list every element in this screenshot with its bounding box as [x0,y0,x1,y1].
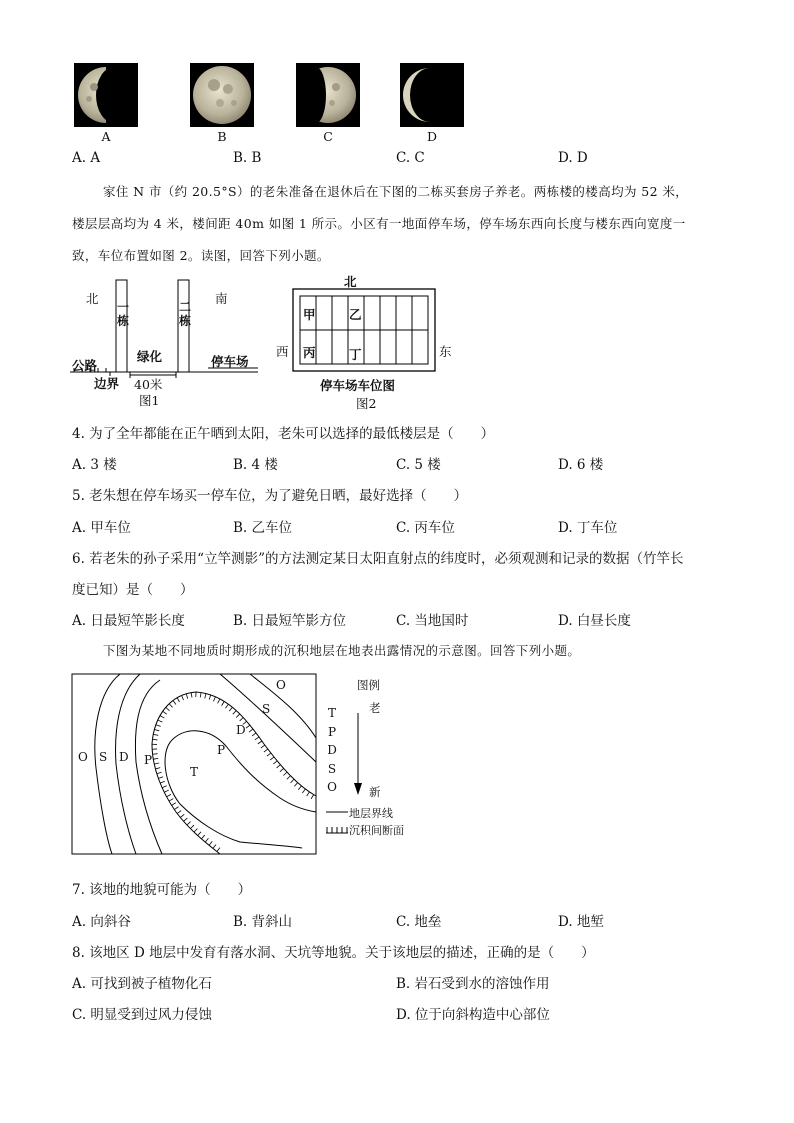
unconformity-tick [156,725,161,727]
fig1-road: 公路 [72,358,98,373]
q8-option-d[interactable]: D. 位于向斜构造中心部位 [396,1007,550,1023]
legend-seq-d: D [327,743,337,757]
moon-label-c: C [323,129,333,144]
moon-label-b: B [217,129,227,144]
unconformity-tick [218,699,220,703]
unconformity-tick [160,781,165,783]
unconformity-tick [298,786,301,790]
unconformity-tick [187,822,191,825]
q7-stem: 7. 该地的地貌可能为（ ） [72,882,252,898]
unconformity-tick [302,789,305,793]
unconformity-tick [180,814,184,817]
unconformity-tick [249,729,253,732]
intro2: 下图为某地不同地质时期形成的沉积地层在地表出露情况的示意图。回答下列小题。 [103,643,581,658]
unconformity-tick [294,783,297,787]
intro1-line1: 家住 N 市（约 20.5°S）的老朱准备在退休后在下图的二栋买套房子养老。两栋楼的楼高均为 52 米， [103,184,689,199]
fig1-boundary: 边界 [94,376,120,391]
unconformity-tick [154,763,159,764]
unconformity-tick [166,707,170,710]
unconformity-tick [174,807,178,810]
q6-option-c[interactable]: C. 当地国时 [396,613,469,629]
fig1-distance: 40米 [134,377,163,392]
fig1-building2-label: 二栋 [179,300,192,328]
unconformity-tick [291,779,294,783]
moon-photo-b [190,63,254,127]
unconformity-tick [172,803,176,806]
unconformity-tick [267,753,271,756]
moon-label-a: A [101,129,111,144]
unconformity-tick [209,695,211,700]
unconformity-tick [177,698,179,702]
unconformity-tick [205,838,208,842]
unconformity-tick [209,841,212,845]
unconformity-tick [152,739,157,740]
geo-label-o-right: O [276,678,286,692]
fig2-east: 东 [439,344,452,359]
moon-option-d[interactable]: D. D [558,150,588,166]
q5-stem: 5. 老朱想在停车场买一停车位，为了避免日晒，最好选择（ ） [72,488,468,504]
unconformity-tick [157,772,162,773]
q4-option-d[interactable]: D. 6 楼 [558,457,604,473]
legend-boundary-line-symbol [326,808,348,816]
unconformity-tick [225,704,228,708]
q8-stem: 8. 该地区 D 地层中发育有落水洞、天坑等地貌。关于该地层的描述，正确的是（ ） [72,945,595,961]
unconformity-tick [158,720,163,722]
geo-label-s-left: S [99,750,108,764]
moon-option-b[interactable]: B. B [233,150,262,166]
unconformity-tick [153,754,158,755]
legend-seq-s: S [327,761,337,776]
q5-option-a[interactable]: A. 甲车位 [72,520,131,536]
legend-sequence [326,704,338,797]
unconformity-tick [277,765,281,768]
q4-option-b[interactable]: B. 4 楼 [233,457,278,473]
legend-seq-o: O [327,780,337,794]
q7-option-b[interactable]: B. 背斜山 [233,914,293,930]
legend-unconformity: 沉积间断面 [349,824,404,837]
q4-stem: 4. 为了全年都能在正午晒到太阳，老朱可以选择的最低楼层是（ ） [72,426,495,442]
fig2-north: 北 [344,274,357,289]
unconformity-tick [222,701,225,705]
unconformity-tick [252,733,256,736]
q8-option-c[interactable]: C. 明显受到过风力侵蚀 [72,1007,212,1023]
geo-label-d-right: D [236,723,246,737]
unconformity-tick [194,828,197,832]
q7-option-a[interactable]: A. 向斜谷 [72,914,131,930]
unconformity-tick [280,768,284,771]
unconformity-tick [184,818,188,821]
legend-arrow [352,713,364,797]
unconformity-tick [264,749,268,752]
unconformity-tick [153,758,158,759]
unconformity-tick [236,714,240,718]
q5-option-d[interactable]: D. 丁车位 [558,520,618,536]
unconformity-tick [287,776,291,780]
fig1-parking: 停车场 [211,354,249,369]
q7-option-d[interactable]: D. 地堑 [558,914,604,930]
geo-label-p-right: P [217,743,226,757]
unconformity-tick [198,832,201,836]
q4-option-c[interactable]: C. 5 楼 [396,457,441,473]
unconformity-tick [307,792,310,796]
unconformity-tick [258,741,262,744]
legend-new: 新 [369,785,381,799]
unconformity-tick [283,772,287,775]
fig1-green: 绿化 [137,349,163,364]
geo-label-s-right: S [262,702,271,716]
q6-option-b[interactable]: B. 日最短竿影方位 [233,613,347,629]
unconformity-tick [162,786,167,788]
fig1-caption: 图1 [139,393,160,408]
unconformity-tick [177,811,181,814]
q7-option-c[interactable]: C. 地垒 [396,914,442,930]
unconformity-tick [163,711,167,714]
unconformity-tick [154,729,159,730]
unconformity-tick [311,795,314,799]
geo-label-p-left: P [144,753,153,767]
moon-option-a[interactable]: A. A [72,150,101,166]
unconformity-tick [246,725,250,728]
q5-option-b[interactable]: B. 乙车位 [233,520,293,536]
unconformity-tick [273,761,277,764]
unconformity-tick [200,693,201,698]
fig2-spot-ding: 丁 [349,347,362,362]
unconformity-tick [213,845,216,849]
q5-option-c[interactable]: C. 丙车位 [396,520,455,536]
fig1-north: 北 [86,291,99,306]
q6-stem-line1: 6. 若老朱的孙子采用“立竿测影”的方法测定某日太阳直射点的纬度时，必须观测和记录的数据（竹竿长 [72,551,684,567]
unconformity-tick [233,710,236,714]
unconformity-tick [169,799,173,802]
fig2-spot-bing: 丙 [303,345,316,360]
unconformity-tick [160,716,164,718]
q6-stem-line2: 度已知）是（ ） [72,582,194,598]
intro1-line2: 楼层层高均为 4 米，楼间距 40m 如图 1 所示。小区有一地面停车场，停车场东西向长度与楼东西向宽度一 [72,216,686,231]
unconformity-tick [182,696,184,701]
fig2-caption: 图2 [356,396,377,411]
legend-unconformity-symbol [326,824,348,834]
unconformity-tick [229,707,232,711]
unconformity-tick [213,697,215,702]
unconformity-tick [205,694,206,699]
legend-old: 老 [369,701,381,715]
geo-label-d-left: D [119,750,129,764]
fig2-title: 停车场车位图 [320,378,396,393]
unconformity-tick [270,757,274,760]
unconformity-tick [173,701,176,705]
legend-seq-t: T [327,706,336,720]
unconformity-tick [255,737,259,740]
unconformity-tick [164,790,168,792]
fig2-spot-yi: 乙 [349,307,362,322]
unconformity-tick [201,835,204,839]
moon-option-c[interactable]: C. C [396,150,425,166]
unconformity-tick [217,848,220,852]
moon-photo-a [74,63,138,127]
unconformity-tick [167,794,171,796]
legend-seq-p: P [327,724,337,739]
geo-label-o-left: O [78,750,88,764]
unconformity-tick [186,694,187,699]
geo-label-t: T [190,765,199,779]
unconformity-tick [191,693,192,698]
fig1-south: 南 [215,291,228,306]
moon-label-d: D [426,129,438,144]
fig2-west: 西 [276,344,289,359]
moon-photo-c [296,63,360,127]
intro1-line3: 致，车位布置如图 2。读图，回答下列小题。 [72,248,330,263]
unconformity-tick [261,745,265,748]
unconformity-tick [190,825,194,829]
legend-boundary-line: 地层界线 [349,807,393,820]
q6-option-a[interactable]: A. 日最短竿影长度 [72,613,185,629]
unconformity-tick [169,704,172,708]
fig1-building1-label: 一栋 [117,300,130,328]
moon-photo-d [400,63,464,127]
unconformity-tick [155,768,160,769]
unconformity-tick [153,734,158,735]
unconformity-tick [240,718,244,721]
q8-option-a[interactable]: A. 可找到被子植物化石 [72,976,212,992]
q6-option-d[interactable]: D. 白昼长度 [558,613,631,629]
unconformity-tick [158,777,163,779]
q4-option-a[interactable]: A. 3 楼 [72,457,117,473]
legend-title: 图例 [357,678,380,692]
q8-option-b[interactable]: B. 岩石受到水的溶蚀作用 [396,976,550,992]
fig2-spot-jia: 甲 [303,307,316,322]
